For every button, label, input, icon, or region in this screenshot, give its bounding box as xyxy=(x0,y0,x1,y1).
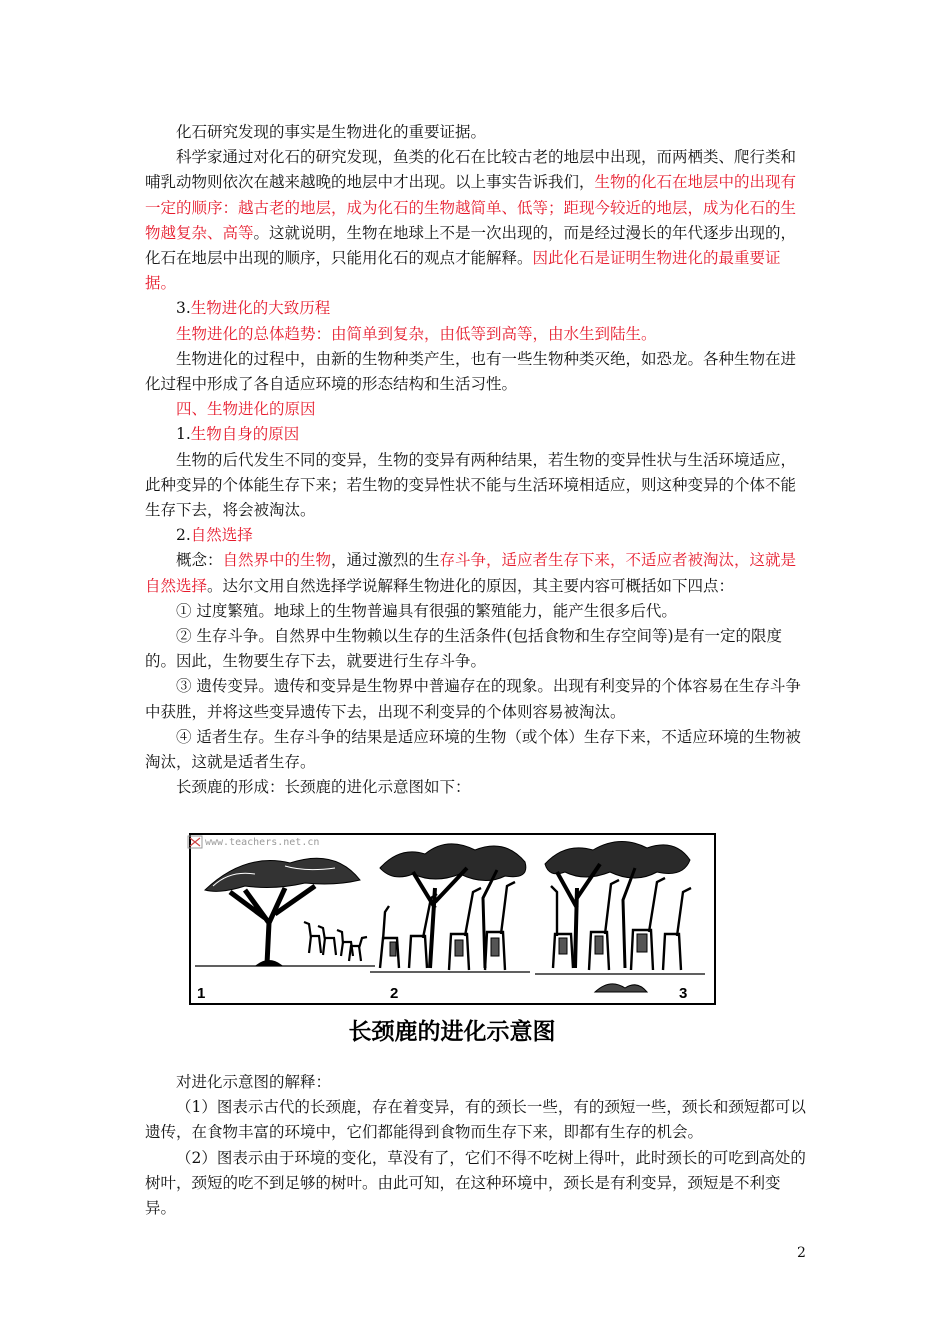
paragraph-point-4: ④ 适者生存。生存斗争的结果是适应环境的生物（或个体）生存下来，不适应环境的生物被淘汰，这就是适者生存。 xyxy=(145,727,801,772)
panel-label-3: 3 xyxy=(679,985,688,1002)
paragraph-point-2: ② 生存斗争。自然界中生物赖以生存的生活条件(包括食物和生存空间等)是有一定的限度的。因此，生物要生存下去，就要进行生存斗争。 xyxy=(145,627,783,671)
body-text-lower xyxy=(145,1070,807,1221)
body-text-upper xyxy=(145,120,807,800)
paragraph-evolution-trend: 生物进化的总体趋势：由简单到复杂，由低等到高等，由水生到陆生。 xyxy=(176,324,657,343)
page-number: 2 xyxy=(797,1245,806,1261)
paragraph-figure-explanation-1: （1）图表示古代的长颈鹿，存在着变异，有的颈长一些，有的颈短一些，颈长和颈短都可以遗传，在食物丰富的环境中，它们都能得到食物而生存下来，即都有生存的机会。 xyxy=(145,1098,806,1142)
heading-evolution-history: 3.生物进化的大致历程 xyxy=(176,299,331,318)
paragraph-figure-explanation-intro: 对进化示意图的解释： xyxy=(176,1073,332,1091)
panel-label-1: 1 xyxy=(197,985,206,1002)
heading-natural-selection: 2.自然选择 xyxy=(176,526,253,545)
figure-caption: 长颈鹿的进化示意图 xyxy=(348,1019,556,1045)
watermark-text: www.teachers.net.cn xyxy=(205,837,320,848)
paragraph-fossil-order: 科学家通过对化石的研究发现，鱼类的化石在比较古老的地层中出现，而两栖类、爬行类和哺乳动物则依次在越来越晚的地层中才出现。以上事实告诉我们，生物的化石在地层中的出现有一定的顺序：越古老的地层，成为化石的生物越简单、低等；距现今较近的地层，成为化石的生物越复杂、高等。这就说明，生物在地球上不是一次出现的，而是经过漫长的年代逐步出现的，化石在地层中出现的顺序，只能用化石的观点才能解释。因此化石是证明生物进化的最重要证据。 xyxy=(145,148,797,293)
paragraph-variation: 生物的后代发生不同的变异，生物的变异有两种结果，若生物的变异性状与生活环境适应，此种变异的个体能生存下来；若生物的变异性状不能与生活环境相适应，则这种变异的个体不能生存下去，将会被淘汰。 xyxy=(145,450,797,520)
paragraph-fossil-evidence: 化石研究发现的事实是生物进化的重要证据。 xyxy=(176,123,487,141)
paragraph-selection-concept: 概念：自然界中的生物，通过激烈的生存斗争，适应者生存下来，不适应者被淘汰，这就是自然选择。达尔文用自然选择学说解释生物进化的原因，其主要内容可概括如下四点： xyxy=(145,551,797,595)
paragraph-point-3: ③ 遗传变异。遗传和变异是生物界中普遍存在的现象。出现有利变异的个体容易在生存斗争中获胜，并将这些变异遗传下去，出现不利变异的个体则容易被淘汰。 xyxy=(145,677,801,721)
paragraph-giraffe-intro: 长颈鹿的形成：长颈鹿的进化示意图如下： xyxy=(176,778,471,797)
paragraph-point-1: ① 过度繁殖。地球上的生物普遍具有很强的繁殖能力，能产生很多后代。 xyxy=(176,601,677,620)
heading-internal-causes: 1.生物自身的原因 xyxy=(176,425,300,444)
paragraph-species-change: 生物进化的过程中，由新的生物种类产生，也有一些生物种类灭绝，如恐龙。各种生物在进化过程中形成了各自适应环境的形态结构和生活习性。 xyxy=(145,349,797,394)
heading-evolution-causes: 四、生物进化的原因 xyxy=(176,400,316,419)
giraffe-evolution-figure xyxy=(185,828,720,1054)
paragraph-figure-explanation-2: （2）图表示由于环境的变化，草没有了，它们不得不吃树上得叶，此时颈长的可吃到高处的树叶，颈短的吃不到足够的树叶。由此可知，在这种环境中，颈长是有利变异，颈短是不利变异。 xyxy=(145,1148,806,1218)
panel-label-2: 2 xyxy=(390,985,399,1002)
giraffe-evolution-illustration xyxy=(185,828,720,1054)
